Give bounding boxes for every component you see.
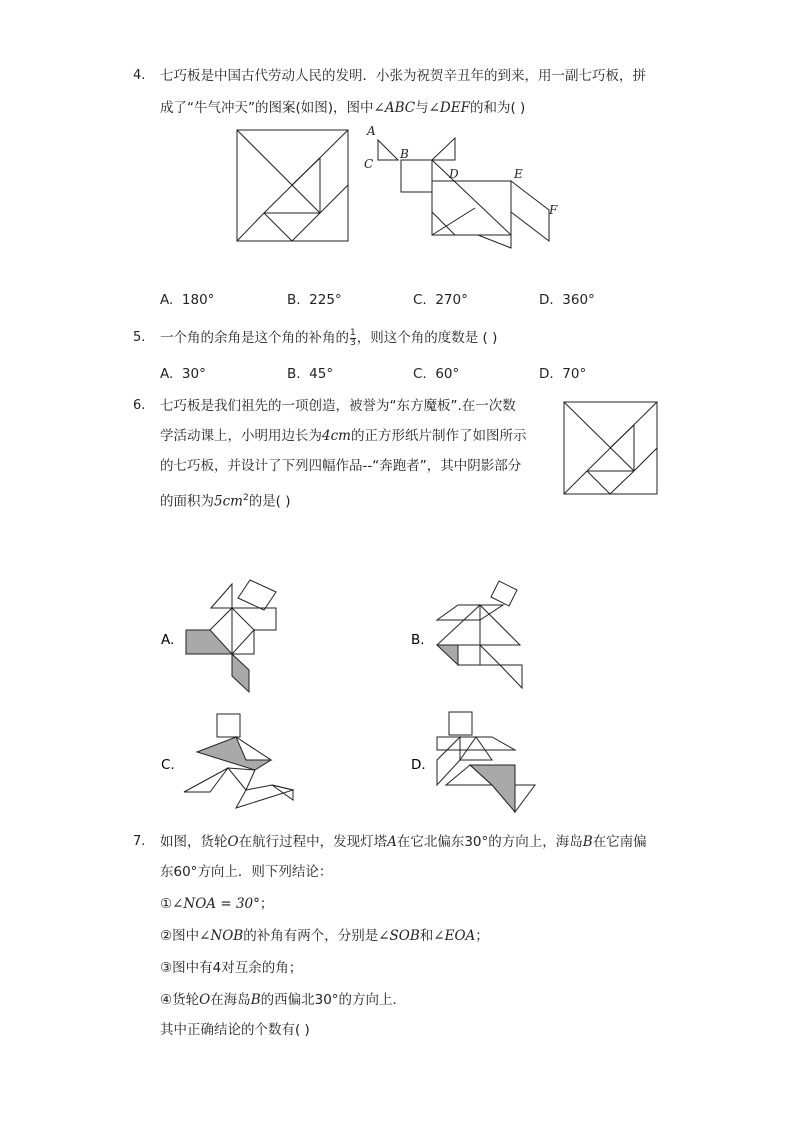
q4-option-b-letter: B. bbox=[287, 292, 301, 308]
q7-ship-o: O bbox=[227, 834, 239, 850]
q7-l1-e: 在它南偏 bbox=[592, 834, 647, 850]
q7-c3-n: 4 bbox=[212, 960, 222, 976]
q4-line2-text: 成了“牛气冲天”的图案(如图)，图中 bbox=[160, 100, 374, 116]
q7-c3-a: ③图中有 bbox=[160, 960, 213, 976]
q6-area-exponent: 2 bbox=[242, 493, 249, 503]
q4-option-d-letter: D. bbox=[539, 292, 554, 308]
runner-d bbox=[437, 712, 535, 812]
q4-option-b-text: 225° bbox=[309, 292, 342, 308]
q5-option-a-text: 30° bbox=[181, 366, 206, 382]
q5-frac-num: 1 bbox=[350, 327, 356, 338]
q6-line2-text: 学活动课上，小明用边长为 bbox=[160, 428, 322, 444]
q7-number: 7. bbox=[133, 834, 146, 849]
q7-conclusion-4 bbox=[160, 990, 406, 1010]
q5-stem-end: ，则这个角的度数是 ( ) bbox=[356, 330, 498, 346]
q4-label-e: E bbox=[514, 167, 523, 181]
q7-c3-b: 对互余的角； bbox=[221, 960, 303, 976]
q4-line2-and: 与 bbox=[415, 100, 429, 116]
q7-c1-end: ； bbox=[259, 896, 274, 912]
q7-l1-d: 的方向上，海岛 bbox=[488, 834, 583, 850]
q6-line2-end: 的正方形纸片制作了如图所示 bbox=[350, 428, 527, 444]
runner-b bbox=[437, 581, 522, 688]
q4-option-d-text: 360° bbox=[562, 292, 595, 308]
q6-option-d-label[interactable]: D. bbox=[411, 757, 426, 773]
q7-c2-b: 的补角有两个，分别是 bbox=[243, 928, 379, 944]
q4-option-c-text: 270° bbox=[435, 292, 468, 308]
q6-line3: 的七巧板，并设计了下列四幅作品--“奔跑者”，其中阴影部分 bbox=[160, 458, 522, 474]
q5-stem-text: 一个角的余角是这个角的补角的 bbox=[160, 330, 349, 346]
runner-a bbox=[186, 580, 276, 692]
q4-angle-def: ∠DEF bbox=[428, 100, 470, 116]
q7-island-b: B bbox=[582, 834, 593, 850]
q4-line2-end: 的和为( ) bbox=[469, 100, 526, 116]
runner-c bbox=[184, 714, 293, 808]
q5-number: 5. bbox=[133, 330, 146, 345]
q7-final: 其中正确结论的个数有( ) bbox=[160, 1022, 310, 1038]
q4-option-c-letter: C. bbox=[413, 292, 427, 308]
q5-option-b-text: 45° bbox=[309, 366, 334, 382]
q7-conclusion-1 bbox=[160, 894, 273, 914]
q7-c4-c: 的西偏北 bbox=[260, 992, 315, 1008]
q4-label-f: F bbox=[549, 203, 558, 217]
q5-option-c-text: 60° bbox=[435, 366, 460, 382]
q6-option-a-label[interactable]: A. bbox=[161, 632, 175, 648]
q7-c4-o: O bbox=[199, 992, 211, 1008]
q7-c4-b: 在海岛 bbox=[210, 992, 251, 1008]
q7-c1-marker: ① bbox=[160, 896, 173, 912]
q7-conclusion-3 bbox=[160, 958, 302, 978]
q7-c4-island: B bbox=[250, 992, 261, 1008]
q7-c2-c: 和 bbox=[419, 928, 434, 944]
q7-line2 bbox=[160, 862, 332, 882]
q5-option-d-letter: D. bbox=[539, 366, 554, 382]
q6-number: 6. bbox=[133, 398, 146, 413]
q5-option-b-letter: B. bbox=[287, 366, 301, 382]
q5-option-d-text: 70° bbox=[562, 366, 587, 382]
q7-c4-d: 的方向上． bbox=[338, 992, 407, 1008]
q7-c2-eoa: ∠EOA bbox=[433, 928, 476, 944]
q4-number: 4. bbox=[133, 68, 146, 83]
q4-angle-abc: ∠ABC bbox=[373, 100, 416, 116]
q6-line4-text: 的面积为 bbox=[160, 493, 214, 510]
q6-side-length: 4cm bbox=[322, 428, 351, 444]
q7-deg60: 60° bbox=[173, 864, 198, 880]
q6-line1: 七巧板是我们祖先的一项创造，被誉为“东方魔板”.在一次数 bbox=[160, 398, 516, 414]
q7-c2-sob: ∠SOB bbox=[378, 928, 420, 944]
q5-frac-den: 3 bbox=[350, 337, 356, 348]
q7-deg30: 30° bbox=[464, 834, 489, 850]
q7-c2-a: ②图中 bbox=[160, 928, 200, 944]
q5-option-a-letter: A. bbox=[160, 366, 174, 382]
q4-option-a-text: 180° bbox=[181, 292, 215, 308]
q6-option-b-label[interactable]: B. bbox=[411, 632, 425, 648]
q7-c2-nob: ∠NOB bbox=[199, 928, 244, 944]
q7-l1-a: 如图，货轮 bbox=[160, 834, 228, 850]
q7-tower-a: A bbox=[387, 834, 397, 850]
q7-conclusion-2 bbox=[160, 926, 489, 946]
q7-c1-math: ∠NOA = 30° bbox=[172, 896, 260, 912]
q4-option-a-letter: A. bbox=[160, 292, 174, 308]
q4-line1: 七巧板是中国古代劳动人民的发明．小张为祝贺辛丑年的到来，用一副七巧板，拼 bbox=[160, 68, 646, 84]
q4-label-b: B bbox=[400, 147, 409, 161]
q6-option-c-label[interactable]: C. bbox=[161, 757, 175, 773]
q5-option-c-letter: C. bbox=[413, 366, 427, 382]
q4-label-c: C bbox=[364, 157, 374, 171]
q7-c4-a: ④货轮 bbox=[160, 992, 200, 1008]
q7-l1-b: 在航行过程中，发现灯塔 bbox=[238, 834, 388, 850]
q7-l2-a: 东 bbox=[160, 864, 174, 880]
q7-l2-b: 方向上．则下列结论： bbox=[197, 864, 333, 880]
q7-c4-deg: 30° bbox=[314, 992, 339, 1008]
q4-label-a: A bbox=[367, 124, 376, 138]
q7-l1-c: 在它北偏东 bbox=[396, 834, 465, 850]
q7-line1 bbox=[160, 832, 647, 852]
q6-area: 5cm bbox=[214, 493, 243, 510]
q7-c2-d: ； bbox=[475, 928, 489, 944]
q4-label-d: D bbox=[449, 167, 459, 181]
q6-line4-end: 的是( ) bbox=[248, 493, 291, 510]
